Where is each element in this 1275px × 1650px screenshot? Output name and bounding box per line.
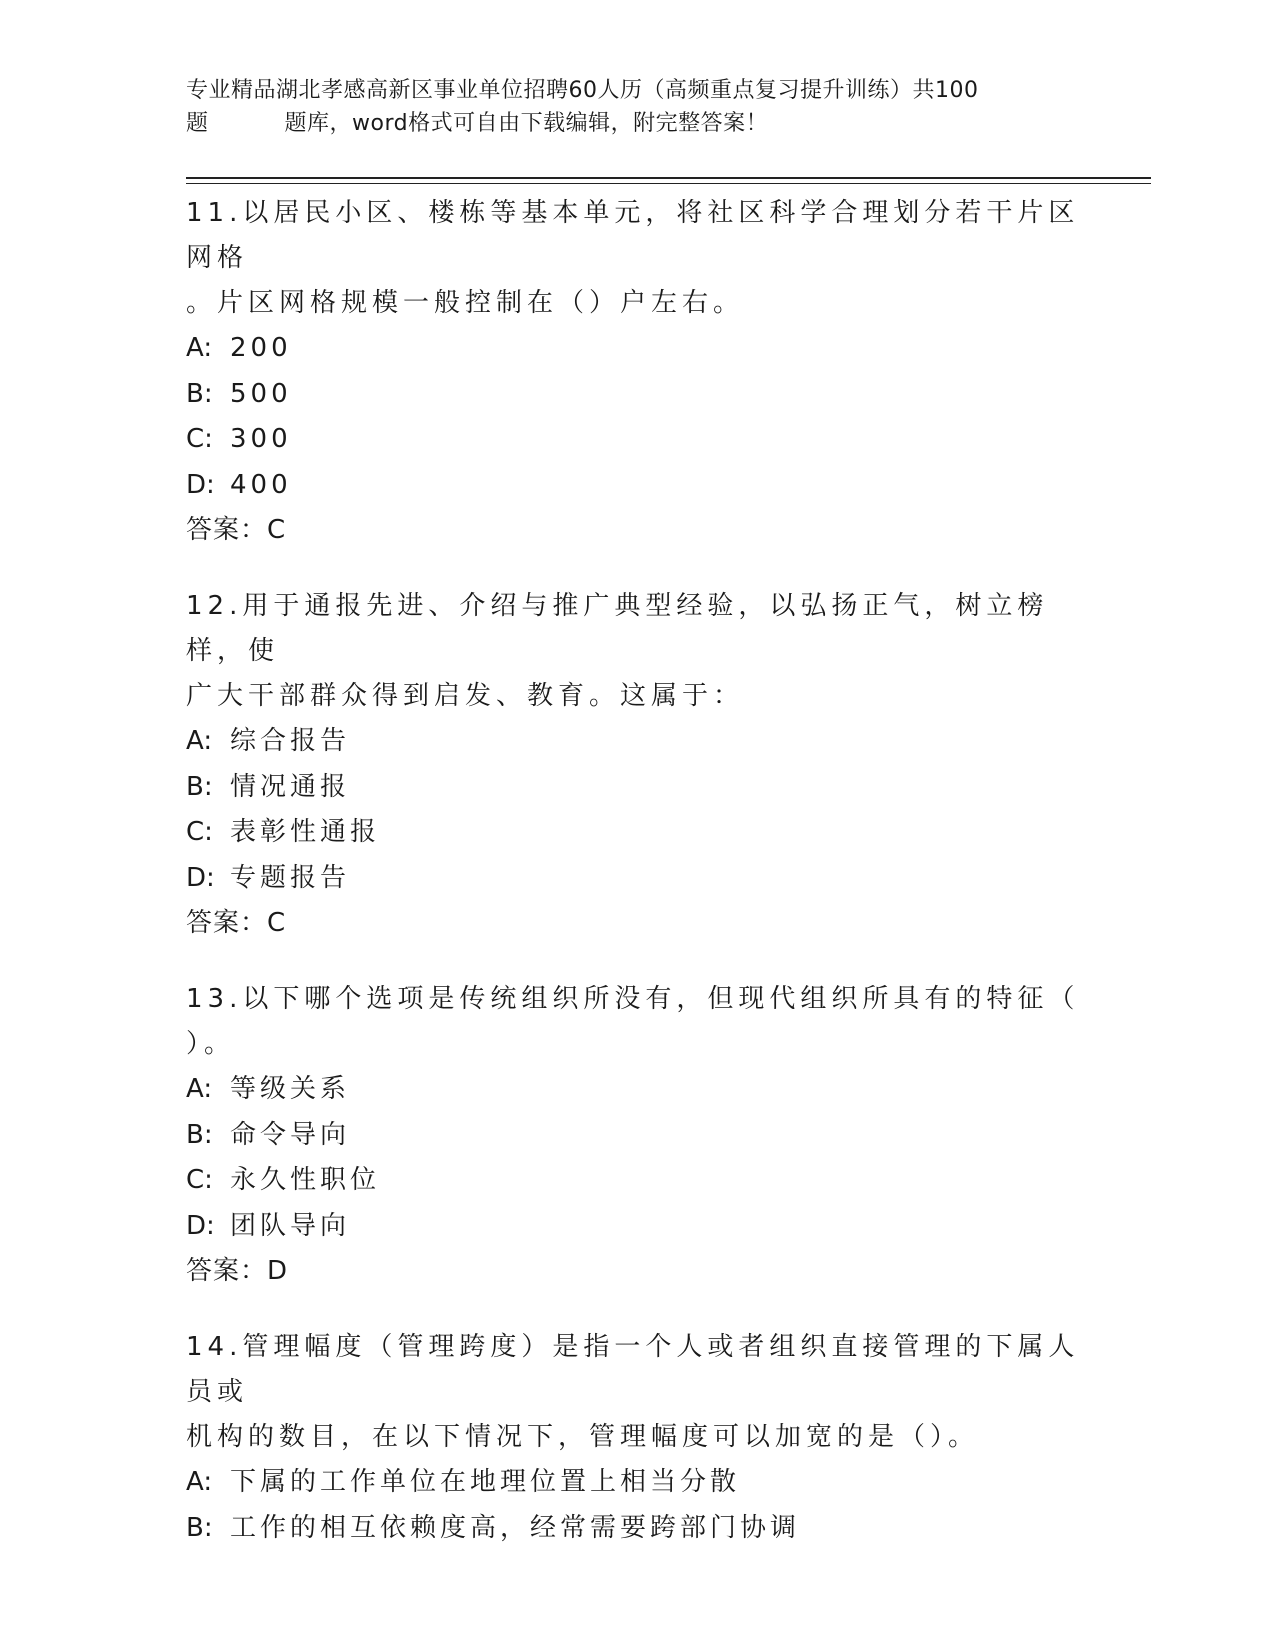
option-b	[186, 372, 1086, 418]
option-label: B:	[186, 771, 213, 802]
option-text: 情况通报	[230, 771, 351, 802]
option-label: B:	[186, 378, 213, 409]
option-b	[186, 1113, 1086, 1159]
question-text-line1: 14.管理幅度（管理跨度）是指一个人或者组织直接管理的下属人员或	[186, 1332, 1080, 1407]
header-title-line2-start: 题	[186, 111, 209, 136]
option-label: C:	[186, 424, 213, 454]
question-text-line2: 。片区网格规模一般控制在（）户左右。	[186, 288, 745, 318]
question-text	[186, 584, 1086, 719]
question-text-line1: 13.以下哪个选项是传统组织所没有，但现代组织所具有的特征（	[186, 984, 1080, 1014]
option-text: 综合报告	[230, 726, 351, 756]
option-label: A:	[186, 1074, 213, 1104]
option-text: 500	[230, 378, 292, 409]
option-text: 等级关系	[230, 1074, 351, 1104]
option-text: 团队导向	[230, 1210, 351, 1241]
answer-line: 答案：C	[186, 515, 287, 545]
option-text: 400	[230, 469, 292, 500]
answer-line: 答案：C	[186, 908, 287, 938]
header-divider-thick	[186, 177, 1151, 179]
option-text: 下属的工作单位在地理位置上相当分散	[230, 1467, 741, 1497]
question-text	[186, 1325, 1086, 1460]
option-d	[186, 856, 1086, 902]
option-label: D:	[186, 1210, 215, 1241]
option-text: 300	[230, 424, 292, 454]
question-text-line2: 机构的数目，在以下情况下，管理幅度可以加宽的是（）。	[186, 1422, 980, 1452]
option-label: A:	[186, 726, 213, 756]
option-label: B:	[186, 1119, 213, 1150]
option-label: C:	[186, 1165, 213, 1195]
option-text: 专题报告	[230, 862, 351, 893]
answer-line: 答案：D	[186, 1256, 289, 1286]
option-label: A:	[186, 1467, 213, 1497]
question-text-line2: ）。	[186, 1029, 236, 1059]
option-label: D:	[186, 862, 215, 893]
header-title-line2-end: 题库，word格式可自由下载编辑，附完整答案！	[284, 111, 769, 136]
question-11	[186, 191, 1086, 552]
option-d	[186, 1204, 1086, 1250]
header-title-line2	[186, 107, 1066, 140]
question-text-line1: 12.用于通报先进、介绍与推广典型经验，以弘扬正气，树立榜样，使	[186, 591, 1049, 666]
option-a	[186, 1460, 1086, 1506]
option-label: B:	[186, 1512, 213, 1543]
option-label: C:	[186, 817, 213, 847]
option-c	[186, 417, 1086, 463]
document-header	[186, 74, 1066, 140]
option-d	[186, 463, 1086, 509]
question-text	[186, 191, 1086, 326]
option-c	[186, 1158, 1086, 1204]
option-label: D:	[186, 469, 215, 500]
option-a	[186, 326, 1086, 372]
option-b	[186, 765, 1086, 811]
question-text	[186, 977, 1086, 1067]
header-title-line1: 专业精品湖北孝感高新区事业单位招聘60人历（高频重点复习提升训练）共100	[186, 78, 979, 103]
option-a	[186, 1067, 1086, 1113]
option-a	[186, 719, 1086, 765]
option-text: 命令导向	[230, 1119, 351, 1150]
question-14	[186, 1325, 1086, 1551]
option-c	[186, 810, 1086, 856]
option-text: 永久性职位	[230, 1165, 381, 1195]
question-12	[186, 584, 1086, 945]
question-text-line2: 广大干部群众得到启发、教育。这属于：	[186, 681, 745, 711]
option-text: 表彰性通报	[230, 817, 381, 847]
questions-list	[186, 191, 1086, 1583]
option-text: 200	[230, 333, 292, 363]
option-b	[186, 1506, 1086, 1552]
question-text-line1: 11.以居民小区、楼栋等基本单元，将社区科学合理划分若干片区网格	[186, 198, 1080, 273]
option-text: 工作的相互依赖度高，经常需要跨部门协调	[230, 1512, 801, 1543]
question-13	[186, 977, 1086, 1293]
header-divider-thin	[186, 183, 1151, 184]
option-label: A:	[186, 333, 213, 363]
